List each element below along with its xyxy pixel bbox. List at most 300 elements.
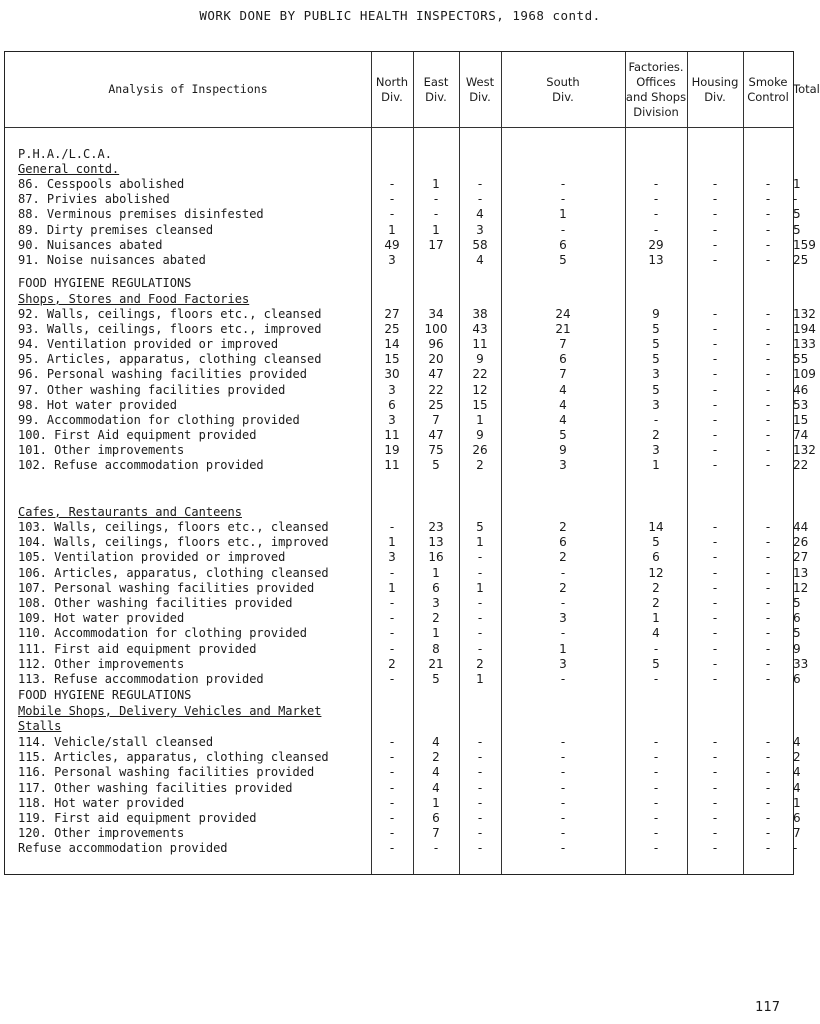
section-heading: Mobile Shops, Delivery Vehicles and Market [18, 704, 322, 718]
cell-housing: - [712, 750, 718, 765]
cell-factories: - [653, 222, 659, 237]
cell-west: 1 [476, 580, 484, 595]
cell-west: 58 [472, 237, 488, 252]
cell-north: 3 [388, 550, 396, 565]
cell-factories: - [653, 826, 659, 841]
cell-west: 3 [476, 222, 484, 237]
cell-west: - [477, 177, 483, 191]
cell-south: - [560, 826, 566, 841]
cell-south: - [560, 222, 566, 237]
cell-north: - [389, 795, 395, 810]
row-label: 120. Other improvements [18, 826, 185, 841]
row-label: 109. Hot water provided [18, 611, 185, 626]
cell-east: 7 [432, 826, 440, 841]
cell-north: - [389, 207, 395, 222]
cell-south: - [560, 750, 566, 765]
cell-factories: 2 [652, 596, 660, 610]
cell-south: - [560, 735, 566, 749]
cell-north: - [389, 826, 395, 841]
header-north: North Div. [375, 74, 409, 104]
table-row [5, 520, 809, 535]
row-label: 96. Personal washing facilities provided [18, 367, 307, 382]
cell-smoke: - [765, 427, 771, 442]
cell-smoke: - [765, 565, 771, 580]
cell-total: 133 [793, 337, 816, 352]
cell-west: - [477, 641, 483, 656]
row-label: 104. Walls, ceilings, floors etc., improved [18, 535, 329, 550]
cell-west: 9 [476, 427, 484, 442]
cell-smoke: - [765, 550, 771, 565]
cell-north: - [389, 520, 395, 534]
cell-housing: - [712, 307, 718, 321]
cell-total: 5 [793, 207, 801, 222]
section-heading: FOOD HYGIENE REGULATIONS [18, 276, 192, 290]
cell-housing: - [712, 412, 718, 427]
table-row [5, 565, 809, 581]
cell-south: 4 [559, 397, 567, 412]
row-label: 107. Personal washing facilities provided [18, 580, 315, 595]
cell-total: 5 [793, 626, 801, 641]
table-row [5, 458, 809, 473]
cell-south: - [560, 841, 566, 856]
cell-housing: - [712, 580, 718, 595]
cell-total: 5 [793, 222, 801, 237]
cell-smoke: - [765, 192, 771, 207]
cell-smoke: - [765, 520, 771, 534]
row-label: 116. Personal washing facilities provided [18, 765, 315, 780]
section-heading: Shops, Stores and Food Factories [18, 292, 250, 306]
cell-east: 1 [432, 177, 440, 191]
cell-smoke: - [765, 222, 771, 237]
cell-housing: - [712, 596, 718, 610]
cell-factories: - [653, 795, 659, 810]
cell-factories: - [653, 765, 659, 780]
row-label: 110. Accommodation for clothing provided [18, 626, 307, 641]
cell-factories: 4 [652, 626, 660, 641]
row-label: 90. Nuisances abated [18, 237, 163, 252]
cell-east: 8 [432, 641, 440, 656]
table-row [5, 427, 809, 443]
table-row [5, 397, 809, 413]
row-label: 94. Ventilation provided or improved [18, 337, 279, 352]
cell-east: 21 [428, 656, 444, 671]
row-label: 113. Refuse accommodation provided [18, 672, 264, 686]
cell-smoke: - [765, 367, 771, 382]
cell-total: 6 [793, 672, 801, 686]
table-row [5, 352, 809, 367]
cell-smoke: - [765, 535, 771, 550]
cell-south: - [560, 565, 566, 580]
cell-total: 22 [793, 458, 809, 472]
cell-smoke: - [765, 237, 771, 252]
cell-north: 1 [388, 222, 396, 237]
table-row [5, 672, 801, 687]
cell-north: 11 [384, 458, 400, 472]
section-heading: Stalls [18, 719, 62, 733]
row-label: 103. Walls, ceilings, floors etc., cleansed [18, 520, 329, 534]
cell-north: 19 [384, 442, 400, 457]
table-row [5, 826, 801, 841]
table-row [5, 780, 801, 796]
cell-west: 26 [472, 442, 488, 457]
table-row [5, 367, 816, 382]
cell-housing: - [712, 427, 718, 442]
cell-smoke: - [765, 458, 771, 472]
table-row [5, 580, 809, 596]
cell-south: 5 [559, 427, 567, 442]
cell-east: 23 [428, 520, 444, 534]
cell-west: - [477, 841, 483, 856]
cell-north: 6 [388, 397, 396, 412]
cell-total: 7 [793, 826, 801, 841]
cell-factories: 2 [652, 580, 660, 595]
cell-east: 100 [424, 322, 448, 337]
cell-smoke: - [765, 442, 771, 457]
cell-north: 27 [384, 307, 400, 321]
cell-factories: 5 [652, 656, 660, 671]
cell-west: 38 [472, 307, 488, 321]
cell-housing: - [712, 672, 718, 686]
table-row [5, 442, 816, 458]
cell-factories: - [653, 811, 659, 825]
cell-housing: - [712, 611, 718, 626]
cell-housing: - [712, 520, 718, 534]
cell-total: 6 [793, 611, 801, 626]
cell-north: - [389, 611, 395, 626]
cell-total: 6 [793, 811, 801, 825]
cell-south: 3 [559, 611, 567, 626]
cell-east: 4 [432, 765, 440, 780]
cell-south: - [560, 795, 566, 810]
cell-smoke: - [765, 337, 771, 352]
header-rule [5, 127, 793, 128]
cell-factories: - [653, 735, 659, 749]
table-row [5, 207, 801, 222]
cell-west: - [477, 795, 483, 810]
cell-south: 7 [559, 337, 567, 352]
cell-east: 13 [428, 535, 444, 550]
table-row [5, 735, 801, 750]
cell-west: 1 [476, 412, 484, 427]
cell-west: 11 [472, 337, 488, 352]
cell-total: 53 [793, 397, 809, 412]
cell-west: - [477, 811, 483, 825]
cell-total: 1 [793, 177, 801, 191]
cell-smoke: - [765, 412, 771, 427]
table-row [5, 765, 801, 780]
cell-factories: 5 [652, 337, 660, 352]
cell-total: 1 [793, 795, 801, 810]
cell-east: 3 [432, 596, 440, 610]
cell-factories: - [653, 780, 659, 795]
row-label: 118. Hot water provided [18, 795, 185, 810]
cell-north: - [389, 565, 395, 580]
cell-north: - [389, 811, 395, 825]
cell-north: 3 [388, 382, 396, 397]
cell-east: - [433, 841, 439, 856]
cell-west: 4 [476, 253, 484, 267]
cell-factories: 6 [652, 550, 660, 565]
cell-east: 2 [432, 611, 440, 626]
cell-east: 34 [428, 307, 444, 321]
row-label: 114. Vehicle/stall cleansed [18, 735, 214, 749]
table-row [5, 750, 801, 765]
row-label: 111. First aid equipment provided [18, 641, 257, 656]
cell-smoke: - [765, 765, 771, 780]
cell-west: 9 [476, 352, 484, 367]
table-row [5, 412, 809, 428]
cell-factories: - [653, 412, 659, 427]
cell-housing: - [712, 626, 718, 641]
row-label: Refuse accommodation provided [18, 841, 228, 856]
cell-factories: - [653, 192, 659, 207]
cell-north: 2 [388, 656, 396, 671]
cell-east: - [433, 192, 439, 207]
cell-smoke: - [765, 596, 771, 610]
row-label: 92. Walls, ceilings, floors etc., cleansed [18, 307, 322, 321]
cell-west: 22 [472, 367, 488, 382]
cell-smoke: - [765, 656, 771, 671]
cell-west: - [477, 192, 483, 207]
table-row [5, 322, 816, 337]
cell-west: - [477, 750, 483, 765]
cell-housing: - [712, 442, 718, 457]
cell-south: 21 [555, 322, 571, 337]
cell-east: 5 [432, 672, 440, 686]
cell-housing: - [712, 337, 718, 352]
row-label: 100. First Aid equipment provided [18, 427, 257, 442]
row-label: 98. Hot water provided [18, 397, 177, 412]
cell-east: 1 [432, 222, 440, 237]
cell-north: 49 [384, 237, 400, 252]
cell-smoke: - [765, 750, 771, 765]
cell-smoke: - [765, 322, 771, 337]
cell-total: 27 [793, 550, 809, 565]
cell-west: - [477, 596, 483, 610]
row-label: 101. Other improvements [18, 442, 185, 457]
cell-north: 3 [388, 412, 396, 427]
cell-north: 3 [388, 253, 396, 267]
cell-east: 1 [432, 795, 440, 810]
cell-east: 5 [432, 458, 440, 472]
cell-factories: - [653, 641, 659, 656]
page-title: WORK DONE BY PUBLIC HEALTH INSPECTORS, 1968 contd. [199, 8, 601, 23]
cell-south: - [560, 780, 566, 795]
cell-factories: 14 [648, 520, 664, 534]
cell-total: 55 [793, 352, 809, 367]
row-label: 106. Articles, apparatus, clothing cleansed [18, 565, 329, 580]
table-row [5, 222, 801, 238]
cell-south: 4 [559, 412, 567, 427]
cell-west: 1 [476, 535, 484, 550]
cell-east: 1 [432, 565, 440, 580]
row-label: 99. Accommodation for clothing provided [18, 412, 300, 427]
cell-factories: 9 [652, 307, 660, 321]
cell-smoke: - [765, 397, 771, 412]
cell-housing: - [712, 811, 718, 825]
row-label: 93. Walls, ceilings, floors etc., improved [18, 322, 322, 337]
row-label: 119. First aid equipment provided [18, 811, 257, 825]
table-row [5, 841, 798, 856]
cell-east: 25 [428, 397, 444, 412]
cell-smoke: - [765, 795, 771, 810]
cell-south: 1 [559, 641, 567, 656]
table-row [5, 253, 809, 268]
cell-housing: - [712, 656, 718, 671]
cell-east: 75 [428, 442, 444, 457]
cell-total: 4 [793, 765, 801, 780]
cell-factories: - [653, 207, 659, 222]
cell-west: - [477, 565, 483, 580]
table-row [5, 337, 816, 352]
cell-west: - [477, 611, 483, 626]
table-row [5, 177, 801, 192]
cell-east: 6 [432, 580, 440, 595]
cell-total: 33 [793, 656, 809, 671]
header-west: West Div. [465, 74, 495, 104]
cell-total: 194 [793, 322, 816, 337]
cell-total: 5 [793, 596, 801, 610]
cell-smoke: - [765, 672, 771, 686]
section-heading: Cafes, Restaurants and Canteens [18, 505, 242, 519]
cell-north: - [389, 672, 395, 686]
cell-south: 2 [559, 580, 567, 595]
cell-housing: - [712, 222, 718, 237]
cell-smoke: - [765, 580, 771, 595]
cell-north: 14 [384, 337, 400, 352]
cell-smoke: - [765, 626, 771, 641]
section-heading: P.H.A./L.C.A. [18, 147, 112, 161]
cell-south: - [560, 765, 566, 780]
cell-west: - [477, 780, 483, 795]
cell-west: - [477, 735, 483, 749]
table-row [5, 596, 801, 611]
row-label: 89. Dirty premises cleansed [18, 222, 214, 237]
table-row [5, 192, 798, 207]
cell-south: 3 [559, 458, 567, 472]
cell-west: 43 [472, 322, 488, 337]
row-label: 87. Privies abolished [18, 192, 170, 207]
row-label: 117. Other washing facilities provided [18, 780, 293, 795]
cell-housing: - [712, 253, 718, 267]
cell-housing: - [712, 207, 718, 222]
cell-east: 22 [428, 382, 444, 397]
cell-east: 47 [428, 367, 444, 382]
cell-housing: - [712, 177, 718, 191]
cell-housing: - [712, 826, 718, 841]
cell-total: 13 [793, 565, 809, 580]
cell-factories: - [653, 841, 659, 856]
cell-total: - [793, 192, 798, 207]
page-number: 117 [755, 1000, 780, 1015]
cell-factories: 1 [652, 611, 660, 626]
cell-factories: 5 [652, 322, 660, 337]
table-row [5, 611, 801, 626]
cell-north: 30 [384, 367, 400, 382]
cell-factories: 5 [652, 352, 660, 367]
cell-total: 74 [793, 427, 809, 442]
cell-smoke: - [765, 811, 771, 825]
cell-west: 4 [476, 207, 484, 222]
cell-factories: 12 [648, 565, 664, 580]
cell-housing: - [712, 841, 718, 856]
cell-west: 15 [472, 397, 488, 412]
section-heading: FOOD HYGIENE REGULATIONS [18, 688, 192, 702]
cell-housing: - [712, 535, 718, 550]
cell-east: 96 [428, 337, 444, 352]
cell-south: - [560, 626, 566, 641]
cell-north: - [389, 765, 395, 780]
table-row [5, 656, 809, 672]
cell-south: - [560, 596, 566, 610]
header-analysis: Analysis of Inspections [108, 82, 268, 96]
cell-factories: 2 [652, 427, 660, 442]
row-label: 88. Verminous premises disinfested [18, 207, 264, 222]
cell-housing: - [712, 322, 718, 337]
inspections-table [4, 51, 820, 875]
cell-south: - [560, 811, 566, 825]
cell-east: 4 [432, 735, 440, 749]
table-row [5, 382, 809, 398]
cell-east: 7 [432, 412, 440, 427]
cell-total: 46 [793, 382, 809, 397]
cell-west: - [477, 550, 483, 565]
row-label: 86. Cesspools abolished [18, 177, 185, 191]
row-label: 91. Noise nuisances abated [18, 253, 206, 267]
cell-total: 2 [793, 750, 801, 765]
cell-factories: - [653, 750, 659, 765]
cell-housing: - [712, 352, 718, 367]
cell-west: - [477, 765, 483, 780]
cell-south: - [560, 177, 566, 191]
cell-east: 6 [432, 811, 440, 825]
cell-total: 9 [793, 641, 801, 656]
cell-south: 2 [559, 520, 567, 534]
cell-smoke: - [765, 382, 771, 397]
cell-smoke: - [765, 780, 771, 795]
header-east: East Div. [423, 74, 449, 104]
cell-north: - [389, 192, 395, 207]
row-label: 108. Other washing facilities provided [18, 596, 293, 610]
cell-east: 1 [432, 626, 440, 641]
cell-total: 26 [793, 535, 809, 550]
cell-housing: - [712, 397, 718, 412]
table-row [5, 237, 816, 253]
cell-total: 4 [793, 780, 801, 795]
cell-total: 12 [793, 580, 809, 595]
cell-north: - [389, 750, 395, 765]
cell-housing: - [712, 192, 718, 207]
section-heading: General contd. [18, 162, 120, 176]
cell-south: 4 [559, 382, 567, 397]
header-south: South Div. [546, 74, 580, 104]
cell-north: - [389, 596, 395, 610]
cell-factories: 3 [652, 397, 660, 412]
cell-housing: - [712, 458, 718, 472]
cell-north: - [389, 735, 395, 749]
cell-total: 4 [793, 735, 801, 749]
header-housing: Housing Div. [691, 74, 739, 104]
cell-east: 47 [428, 427, 444, 442]
cell-total: - [793, 841, 798, 856]
cell-housing: - [712, 550, 718, 565]
cell-housing: - [712, 237, 718, 252]
cell-smoke: - [765, 352, 771, 367]
cell-south: 6 [559, 352, 567, 367]
cell-north: - [389, 177, 395, 191]
cell-housing: - [712, 641, 718, 656]
cell-west: 2 [476, 458, 484, 472]
